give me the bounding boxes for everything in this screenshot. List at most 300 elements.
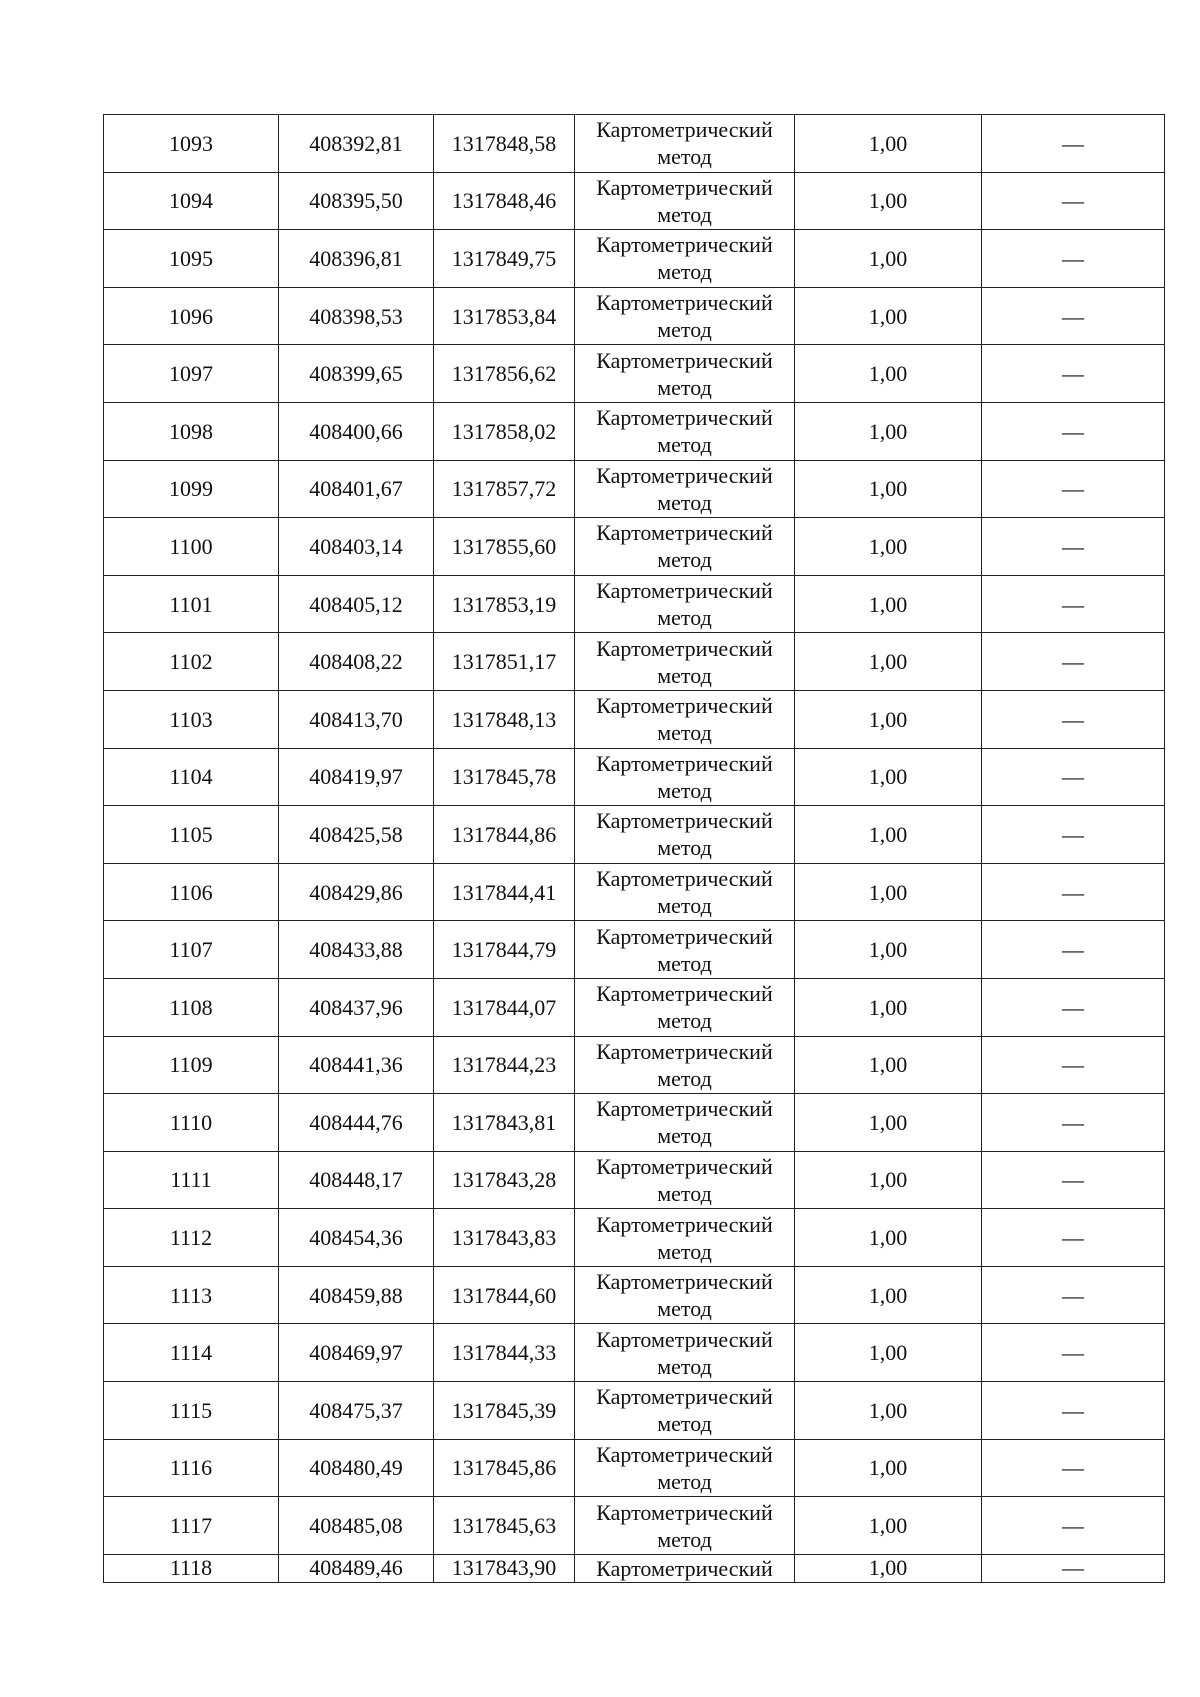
point-number-cell — [104, 748, 279, 806]
accuracy-text: 1,00 — [868, 1109, 908, 1135]
method-cell — [575, 172, 795, 230]
y-coordinate-text: 1317845,39 — [451, 1397, 557, 1423]
y-coordinate-text: 1317844,79 — [451, 937, 557, 963]
accuracy-text: 1,00 — [868, 821, 908, 847]
accuracy-text: 1,00 — [868, 1555, 908, 1581]
table-row — [104, 518, 1165, 576]
accuracy-text: 1,00 — [868, 706, 908, 732]
accuracy-text: 1,00 — [868, 245, 908, 271]
method-cell — [575, 863, 795, 921]
method-cell — [575, 806, 795, 864]
y-coordinate-cell — [434, 863, 575, 921]
x-coordinate-text: 408413,70 — [309, 706, 403, 732]
x-coordinate-text: 408399,65 — [309, 361, 403, 387]
x-coordinate-cell — [279, 1554, 434, 1582]
y-coordinate-cell — [434, 1266, 575, 1324]
y-coordinate-text: 1317843,28 — [451, 1167, 557, 1193]
y-coordinate-cell — [434, 1439, 575, 1497]
note-cell — [982, 345, 1165, 403]
method-cell — [575, 1382, 795, 1440]
y-coordinate-cell — [434, 172, 575, 230]
y-coordinate-text: 1317844,23 — [451, 1052, 557, 1078]
method-text: Картометрический метод — [596, 1211, 773, 1264]
point-number-text: 1113 — [169, 1282, 213, 1308]
point-number-text: 1103 — [169, 706, 213, 732]
note-cell — [982, 1382, 1165, 1440]
method-text: Картометрический метод — [596, 578, 773, 631]
accuracy-cell — [795, 172, 982, 230]
accuracy-text: 1,00 — [868, 1167, 908, 1193]
note-cell — [982, 1439, 1165, 1497]
x-coordinate-cell — [279, 1382, 434, 1440]
x-coordinate-text: 408489,46 — [309, 1555, 403, 1581]
note-text: — — [1062, 821, 1084, 847]
x-coordinate-text: 408480,49 — [309, 1455, 403, 1481]
accuracy-cell — [795, 518, 982, 576]
accuracy-cell — [795, 1094, 982, 1152]
point-number-cell — [104, 1036, 279, 1094]
table-row — [104, 978, 1165, 1036]
accuracy-text: 1,00 — [868, 994, 908, 1020]
accuracy-text: 1,00 — [868, 1225, 908, 1251]
method-text: Картометрический метод — [596, 866, 773, 919]
x-coordinate-cell — [279, 633, 434, 691]
y-coordinate-cell — [434, 1094, 575, 1152]
y-coordinate-text: 1317843,83 — [451, 1225, 557, 1251]
note-cell — [982, 921, 1165, 979]
x-coordinate-text: 408400,66 — [309, 418, 403, 444]
y-coordinate-text: 1317844,60 — [451, 1282, 557, 1308]
method-cell — [575, 518, 795, 576]
note-text: — — [1062, 937, 1084, 963]
table-row — [104, 575, 1165, 633]
x-coordinate-cell — [279, 1151, 434, 1209]
y-coordinate-cell — [434, 460, 575, 518]
note-text: — — [1062, 1109, 1084, 1135]
accuracy-text: 1,00 — [868, 130, 908, 156]
method-text: Картометрический метод — [596, 405, 773, 458]
x-coordinate-text: 408419,97 — [309, 764, 403, 790]
accuracy-text: 1,00 — [868, 649, 908, 675]
y-coordinate-cell — [434, 1151, 575, 1209]
note-cell — [982, 806, 1165, 864]
x-coordinate-cell — [279, 575, 434, 633]
table-row — [104, 1497, 1165, 1555]
y-coordinate-cell — [434, 518, 575, 576]
note-cell — [982, 1554, 1165, 1582]
table-row — [104, 402, 1165, 460]
note-cell — [982, 690, 1165, 748]
accuracy-text: 1,00 — [868, 418, 908, 444]
note-text: — — [1062, 1397, 1084, 1423]
accuracy-cell — [795, 1266, 982, 1324]
note-cell — [982, 518, 1165, 576]
note-cell — [982, 460, 1165, 518]
table-row — [104, 863, 1165, 921]
note-cell — [982, 633, 1165, 691]
table-row — [104, 1209, 1165, 1267]
note-cell — [982, 863, 1165, 921]
point-number-cell — [104, 863, 279, 921]
note-text: — — [1062, 764, 1084, 790]
table-row — [104, 345, 1165, 403]
note-text: — — [1062, 533, 1084, 559]
method-cell — [575, 690, 795, 748]
point-number-cell — [104, 978, 279, 1036]
method-text: Картометрический метод — [596, 693, 773, 746]
x-coordinate-cell — [279, 345, 434, 403]
x-coordinate-cell — [279, 1036, 434, 1094]
accuracy-cell — [795, 1554, 982, 1582]
point-number-text: 1108 — [169, 994, 213, 1020]
accuracy-cell — [795, 1036, 982, 1094]
accuracy-cell — [795, 690, 982, 748]
table-row — [104, 460, 1165, 518]
point-number-text: 1099 — [169, 476, 213, 502]
method-text: Картометрический метод — [596, 1096, 773, 1149]
method-text: Картометрический метод — [596, 750, 773, 803]
method-cell — [575, 921, 795, 979]
y-coordinate-text: 1317844,07 — [451, 994, 557, 1020]
accuracy-cell — [795, 1151, 982, 1209]
y-coordinate-cell — [434, 115, 575, 173]
x-coordinate-text: 408448,17 — [309, 1167, 403, 1193]
note-text: — — [1062, 1340, 1084, 1366]
method-cell — [575, 1497, 795, 1555]
method-text: Картометрический метод — [596, 290, 773, 343]
point-number-cell — [104, 690, 279, 748]
table-row — [104, 1382, 1165, 1440]
x-coordinate-text: 408429,86 — [309, 879, 403, 905]
x-coordinate-cell — [279, 518, 434, 576]
method-text: Картометрический метод — [596, 1441, 773, 1494]
accuracy-cell — [795, 921, 982, 979]
note-text: — — [1062, 1513, 1084, 1539]
accuracy-text: 1,00 — [868, 937, 908, 963]
point-number-text: 1106 — [169, 879, 213, 905]
y-coordinate-text: 1317853,19 — [451, 591, 557, 617]
accuracy-text: 1,00 — [868, 879, 908, 905]
y-coordinate-cell — [434, 921, 575, 979]
y-coordinate-text: 1317848,46 — [451, 188, 557, 214]
method-cell — [575, 1439, 795, 1497]
point-number-cell — [104, 1497, 279, 1555]
table-row — [104, 172, 1165, 230]
table-row — [104, 633, 1165, 691]
method-cell — [575, 1036, 795, 1094]
table-row — [104, 1266, 1165, 1324]
method-text: Картометрический метод — [596, 117, 773, 170]
x-coordinate-cell — [279, 978, 434, 1036]
table-row — [104, 1151, 1165, 1209]
x-coordinate-cell — [279, 690, 434, 748]
note-cell — [982, 1209, 1165, 1267]
accuracy-cell — [795, 287, 982, 345]
x-coordinate-cell — [279, 230, 434, 288]
point-number-cell — [104, 1324, 279, 1382]
table-row — [104, 748, 1165, 806]
x-coordinate-text: 408405,12 — [309, 591, 403, 617]
accuracy-cell — [795, 1209, 982, 1267]
note-text: — — [1062, 245, 1084, 271]
x-coordinate-cell — [279, 863, 434, 921]
note-text: — — [1062, 706, 1084, 732]
x-coordinate-cell — [279, 1324, 434, 1382]
accuracy-text: 1,00 — [868, 361, 908, 387]
accuracy-cell — [795, 1324, 982, 1382]
y-coordinate-text: 1317857,72 — [451, 476, 557, 502]
point-number-cell — [104, 633, 279, 691]
note-text: — — [1062, 1167, 1084, 1193]
point-number-text: 1112 — [169, 1225, 213, 1251]
method-cell — [575, 978, 795, 1036]
y-coordinate-cell — [434, 1554, 575, 1582]
point-number-cell — [104, 518, 279, 576]
y-coordinate-text: 1317848,13 — [451, 706, 557, 732]
x-coordinate-text: 408441,36 — [309, 1052, 403, 1078]
coordinates-table — [103, 114, 1165, 1583]
method-text: Картометрический метод — [596, 635, 773, 688]
y-coordinate-text: 1317845,78 — [451, 764, 557, 790]
method-cell — [575, 287, 795, 345]
y-coordinate-text: 1317851,17 — [451, 649, 557, 675]
point-number-cell — [104, 1094, 279, 1152]
accuracy-text: 1,00 — [868, 764, 908, 790]
note-cell — [982, 1497, 1165, 1555]
point-number-cell — [104, 1382, 279, 1440]
accuracy-text: 1,00 — [868, 591, 908, 617]
table-row — [104, 921, 1165, 979]
x-coordinate-text: 408408,22 — [309, 649, 403, 675]
accuracy-text: 1,00 — [868, 188, 908, 214]
table-row — [104, 230, 1165, 288]
x-coordinate-cell — [279, 1439, 434, 1497]
x-coordinate-text: 408485,08 — [309, 1513, 403, 1539]
x-coordinate-cell — [279, 1094, 434, 1152]
method-text: Картометрический метод — [596, 232, 773, 285]
method-cell — [575, 1209, 795, 1267]
point-number-text: 1115 — [169, 1397, 213, 1423]
method-text: Картометрический — [596, 1555, 773, 1581]
y-coordinate-text: 1317844,33 — [451, 1340, 557, 1366]
x-coordinate-text: 408395,50 — [309, 188, 403, 214]
x-coordinate-cell — [279, 921, 434, 979]
x-coordinate-text: 408401,67 — [309, 476, 403, 502]
note-text: — — [1062, 1455, 1084, 1481]
y-coordinate-cell — [434, 978, 575, 1036]
point-number-cell — [104, 1209, 279, 1267]
method-cell — [575, 115, 795, 173]
note-text: — — [1062, 994, 1084, 1020]
point-number-cell — [104, 1554, 279, 1582]
note-cell — [982, 1094, 1165, 1152]
x-coordinate-text: 408425,58 — [309, 821, 403, 847]
point-number-text: 1116 — [169, 1455, 213, 1481]
point-number-text: 1117 — [169, 1513, 213, 1539]
point-number-cell — [104, 402, 279, 460]
method-cell — [575, 575, 795, 633]
y-coordinate-cell — [434, 575, 575, 633]
coordinates-table-body — [104, 115, 1165, 1583]
x-coordinate-text: 408392,81 — [309, 130, 403, 156]
point-number-text: 1093 — [169, 130, 213, 156]
method-text: Картометрический метод — [596, 981, 773, 1034]
table-row — [104, 1439, 1165, 1497]
note-cell — [982, 748, 1165, 806]
y-coordinate-cell — [434, 402, 575, 460]
x-coordinate-cell — [279, 287, 434, 345]
note-text: — — [1062, 476, 1084, 502]
y-coordinate-cell — [434, 633, 575, 691]
point-number-cell — [104, 287, 279, 345]
method-cell — [575, 1151, 795, 1209]
method-cell — [575, 633, 795, 691]
point-number-text: 1101 — [169, 591, 213, 617]
y-coordinate-cell — [434, 806, 575, 864]
point-number-text: 1095 — [169, 245, 213, 271]
y-coordinate-cell — [434, 690, 575, 748]
note-cell — [982, 1266, 1165, 1324]
point-number-text: 1094 — [169, 188, 213, 214]
point-number-cell — [104, 575, 279, 633]
y-coordinate-cell — [434, 1382, 575, 1440]
x-coordinate-cell — [279, 806, 434, 864]
y-coordinate-cell — [434, 748, 575, 806]
method-text: Картометрический метод — [596, 808, 773, 861]
method-cell — [575, 1094, 795, 1152]
x-coordinate-text: 408454,36 — [309, 1225, 403, 1251]
accuracy-cell — [795, 863, 982, 921]
table-row — [104, 1094, 1165, 1152]
note-cell — [982, 575, 1165, 633]
point-number-cell — [104, 1439, 279, 1497]
note-text: — — [1062, 188, 1084, 214]
accuracy-text: 1,00 — [868, 1052, 908, 1078]
accuracy-cell — [795, 345, 982, 403]
note-text: — — [1062, 1225, 1084, 1251]
y-coordinate-cell — [434, 1324, 575, 1382]
accuracy-cell — [795, 575, 982, 633]
y-coordinate-text: 1317855,60 — [451, 533, 557, 559]
method-cell — [575, 1266, 795, 1324]
note-cell — [982, 287, 1165, 345]
note-cell — [982, 402, 1165, 460]
note-cell — [982, 978, 1165, 1036]
y-coordinate-text: 1317843,81 — [451, 1109, 557, 1135]
accuracy-cell — [795, 230, 982, 288]
point-number-text: 1102 — [169, 649, 213, 675]
x-coordinate-text: 408437,96 — [309, 994, 403, 1020]
accuracy-cell — [795, 633, 982, 691]
y-coordinate-cell — [434, 1209, 575, 1267]
y-coordinate-text: 1317856,62 — [451, 361, 557, 387]
point-number-cell — [104, 921, 279, 979]
point-number-text: 1110 — [169, 1109, 213, 1135]
y-coordinate-text: 1317858,02 — [451, 418, 557, 444]
y-coordinate-text: 1317845,63 — [451, 1513, 557, 1539]
accuracy-cell — [795, 1439, 982, 1497]
point-number-text: 1105 — [169, 821, 213, 847]
y-coordinate-text: 1317845,86 — [451, 1455, 557, 1481]
point-number-text: 1097 — [169, 361, 213, 387]
method-cell — [575, 345, 795, 403]
method-text: Картометрический метод — [596, 1384, 773, 1437]
note-cell — [982, 115, 1165, 173]
method-text: Картометрический метод — [596, 1499, 773, 1552]
point-number-cell — [104, 115, 279, 173]
note-text: — — [1062, 1052, 1084, 1078]
point-number-cell — [104, 806, 279, 864]
note-text: — — [1062, 130, 1084, 156]
method-cell — [575, 748, 795, 806]
point-number-text: 1096 — [169, 303, 213, 329]
note-cell — [982, 1036, 1165, 1094]
y-coordinate-text: 1317844,86 — [451, 821, 557, 847]
method-cell — [575, 1324, 795, 1382]
x-coordinate-cell — [279, 1497, 434, 1555]
point-number-text: 1100 — [169, 533, 213, 559]
y-coordinate-text: 1317843,90 — [451, 1555, 557, 1581]
y-coordinate-text: 1317849,75 — [451, 245, 557, 271]
x-coordinate-cell — [279, 115, 434, 173]
accuracy-cell — [795, 748, 982, 806]
y-coordinate-cell — [434, 1497, 575, 1555]
point-number-cell — [104, 345, 279, 403]
x-coordinate-cell — [279, 402, 434, 460]
note-cell — [982, 1151, 1165, 1209]
method-text: Картометрический метод — [596, 1326, 773, 1379]
x-coordinate-text: 408398,53 — [309, 303, 403, 329]
table-row — [104, 1554, 1165, 1582]
accuracy-cell — [795, 1382, 982, 1440]
accuracy-text: 1,00 — [868, 1340, 908, 1366]
note-cell — [982, 230, 1165, 288]
method-cell — [575, 460, 795, 518]
point-number-text: 1111 — [170, 1167, 212, 1193]
y-coordinate-text: 1317848,58 — [451, 130, 557, 156]
x-coordinate-text: 408403,14 — [309, 533, 403, 559]
y-coordinate-cell — [434, 287, 575, 345]
method-cell — [575, 402, 795, 460]
accuracy-text: 1,00 — [868, 1397, 908, 1423]
x-coordinate-text: 408459,88 — [309, 1282, 403, 1308]
method-cell — [575, 230, 795, 288]
note-text: — — [1062, 879, 1084, 905]
accuracy-cell — [795, 806, 982, 864]
accuracy-cell — [795, 115, 982, 173]
table-row — [104, 115, 1165, 173]
method-text: Картометрический метод — [596, 923, 773, 976]
method-text: Картометрический метод — [596, 347, 773, 400]
x-coordinate-cell — [279, 1209, 434, 1267]
accuracy-cell — [795, 402, 982, 460]
method-cell — [575, 1554, 795, 1582]
x-coordinate-cell — [279, 172, 434, 230]
method-text: Картометрический метод — [596, 174, 773, 227]
y-coordinate-text: 1317844,41 — [451, 879, 557, 905]
accuracy-cell — [795, 978, 982, 1036]
note-text: — — [1062, 418, 1084, 444]
note-text: — — [1062, 649, 1084, 675]
note-cell — [982, 1324, 1165, 1382]
y-coordinate-cell — [434, 1036, 575, 1094]
y-coordinate-cell — [434, 230, 575, 288]
note-text: — — [1062, 361, 1084, 387]
point-number-text: 1114 — [169, 1340, 213, 1366]
accuracy-text: 1,00 — [868, 303, 908, 329]
x-coordinate-text: 408444,76 — [309, 1109, 403, 1135]
x-coordinate-cell — [279, 748, 434, 806]
